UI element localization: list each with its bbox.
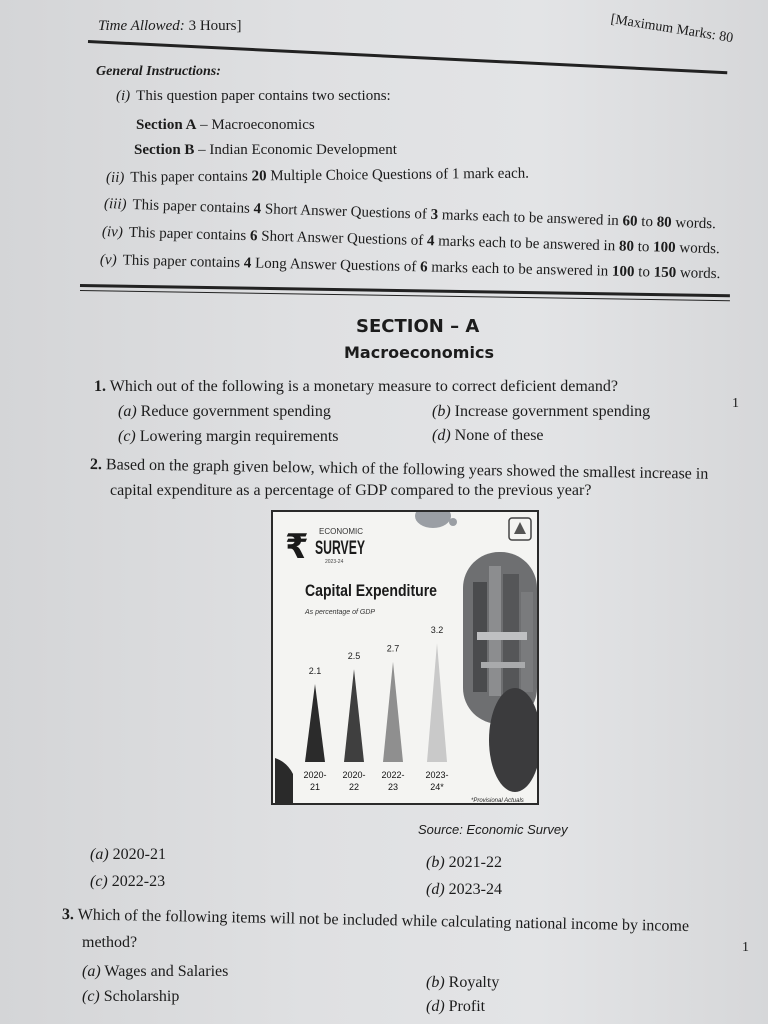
category-label-1-1: 22 xyxy=(348,782,360,792)
value-labels-group xyxy=(309,625,444,676)
q3-option-b[interactable]: (b) Royalty xyxy=(426,974,500,991)
value-label-0: 2.1 xyxy=(308,666,322,676)
question-2-line-2: capital expenditure as a percentage of GDP compared to the previous year? xyxy=(110,482,592,499)
capital-expenditure-chart xyxy=(271,510,539,805)
logo-survey: SURVEY xyxy=(315,538,366,559)
value-label-1: 2.5 xyxy=(347,651,361,662)
chart-svg xyxy=(273,512,537,803)
q1-option-a[interactable]: (a) Reduce government spending xyxy=(118,403,331,420)
section-subtitle: Macroeconomics xyxy=(344,343,494,362)
bars-group xyxy=(305,643,447,762)
q2-option-a[interactable]: (a) 2020-21 xyxy=(90,846,166,863)
q1-option-c[interactable]: (c) Lowering margin requirements xyxy=(118,428,339,445)
bar-1 xyxy=(344,669,364,762)
instruction-5: (v) This paper contains 4 Long Answer Questions of 6 marks each to be answered in 100 to 150 words. xyxy=(99,252,721,283)
time-allowed: Time Allowed: 3 Hours] xyxy=(98,18,242,34)
category-label-3-0: 2023- xyxy=(425,770,449,780)
decor-corner xyxy=(275,758,293,803)
question-3-line-1: 3. Which of the following items will not be included while calculating national income by income xyxy=(61,906,690,936)
category-label-3-1: 24* xyxy=(430,782,444,792)
bar-3 xyxy=(427,643,447,762)
q3-option-a[interactable]: (a) Wages and Salaries xyxy=(82,963,229,980)
category-label-2-1: 23 xyxy=(387,782,399,792)
rupee-logo-icon: ₹ xyxy=(285,527,309,567)
category-label-2-0: 2022- xyxy=(381,770,405,780)
chart-footnote: *Provisional Actuals xyxy=(471,798,524,803)
logo-year: 2023-24 xyxy=(325,559,344,565)
category-label-0-0: 2020- xyxy=(303,770,327,780)
question-3-line-2: method? xyxy=(82,934,138,951)
bar-0 xyxy=(305,684,325,762)
section-a-note: Section A – Macroeconomics xyxy=(136,117,315,133)
category-label-1-0: 2020- xyxy=(342,770,366,780)
chart-source: Source: Economic Survey xyxy=(418,822,568,837)
decor-dot xyxy=(449,518,457,526)
question-1: 1. Which out of the following is a monetary measure to correct deficient demand? xyxy=(94,378,618,395)
instruction-2: (ii) This paper contains 20 Multiple Choice Questions of 1 mark each. xyxy=(105,165,530,186)
question-1-marks: 1 xyxy=(732,396,739,411)
value-label-3: 3.2 xyxy=(430,625,444,636)
q1-option-d[interactable]: (d) None of these xyxy=(432,427,544,444)
category-label-0-1: 21 xyxy=(309,782,321,792)
category-labels-group xyxy=(303,770,448,792)
question-2-line-1: 2. Based on the graph given below, which of the following years showed the smallest increase in xyxy=(89,456,709,483)
q1-option-b[interactable]: (b) Increase government spending xyxy=(432,403,651,420)
instruction-3: (iii) This paper contains 4 Short Answer Questions of 3 marks each to be answered in 60 to 80 words. xyxy=(103,196,717,233)
instruction-4: (iv) This paper contains 6 Short Answer Questions of 4 marks each to be answered in 80 to 100 words. xyxy=(101,224,720,258)
bar-2 xyxy=(383,662,403,762)
question-3-marks: 1 xyxy=(742,940,749,955)
chart-subtitle: As percentage of GDP xyxy=(305,609,376,616)
q3-option-d[interactable]: (d) Profit xyxy=(426,998,486,1015)
chart-title: Capital Expenditure xyxy=(305,581,437,600)
maximum-marks: [Maximum Marks: 80 xyxy=(609,12,735,47)
q3-option-c[interactable]: (c) Scholarship xyxy=(82,988,180,1005)
city-illustration xyxy=(463,552,537,792)
q2-option-b[interactable]: (b) 2021-22 xyxy=(426,854,502,871)
section-title: SECTION – A xyxy=(356,316,480,337)
emblem-mark xyxy=(514,522,526,534)
value-label-2: 2.7 xyxy=(386,643,400,654)
logo-economic: ECONOMIC xyxy=(319,527,363,536)
q2-option-d[interactable]: (d) 2023-24 xyxy=(426,881,502,898)
section-b-note: Section B – Indian Economic Development xyxy=(134,142,397,158)
q2-option-c[interactable]: (c) 2022-23 xyxy=(90,873,166,890)
instruction-1: (i) This question paper contains two sections: xyxy=(116,88,391,104)
general-instructions-title: General Instructions: xyxy=(96,64,221,79)
decor-blob xyxy=(415,512,451,528)
